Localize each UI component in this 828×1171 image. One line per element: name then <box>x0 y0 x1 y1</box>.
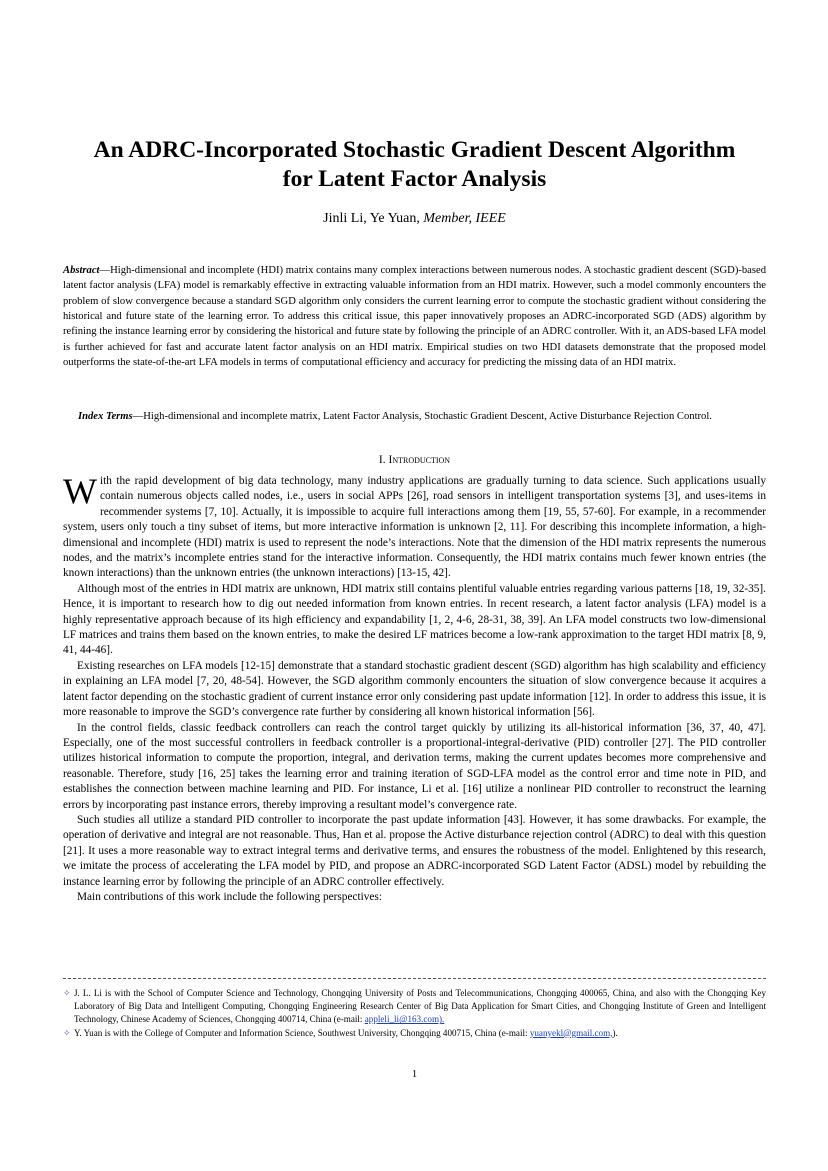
index-terms-text: —High-dimensional and incomplete matrix, Latent Factor Analysis, Stochastic Gradient Descent, Active Disturbance Rejection Control. <box>132 411 712 422</box>
diamond-bullet-icon: ✧ <box>63 988 71 998</box>
footnote: ✧ J. L. Li is with the School of Computer Science and Technology, Chongqing University of Posts and Telecommunications, Chongqing 400065, China, and also with the Chongqing Key Laboratory of Big Data and Intelligent Computing, Chongqing Engineering Research Center of Big Data Application for Smart Cities, and Chongqing Institute of Green and Intelligent Technology, Chinese Academy of Sciences, Chongqing 400714, China (e-mail: appleli_li@163.com). <box>63 988 766 1025</box>
paragraph: Existing researches on LFA models [12-15] demonstrate that a standard stochastic gradient descent (SGD) algorithm has high scalability and efficiency in explaining an LFA model [7, 20, 48-54]. However, the SGD algorithm commonly encounters the situation of slow convergence because it acquires a latent factor depending on the stochastic gradient of current instance error only considering past update information [12]. In order to address this issue, it is more reasonable to improve the SGD’s convergence rate further by considering all known historical information [56]. <box>63 659 766 719</box>
index-terms <box>63 409 766 424</box>
footnote: ✧ Y. Yuan is with the College of Computer and Information Science, Southwest University, Chongqing 400715, China (e-mail: yuanyekl@gmail.com,). <box>63 1027 766 1040</box>
diamond-bullet-icon: ✧ <box>63 1027 71 1038</box>
author-names: Jinli Li, Ye Yuan, <box>323 211 424 226</box>
email-link[interactable]: appleli_li@163.com). <box>364 1014 445 1025</box>
title-line-1: An ADRC-Incorporated Stochastic Gradient Descent Algorithm <box>93 137 736 163</box>
index-terms-label: Index Terms <box>78 411 133 422</box>
drop-cap: W <box>63 471 97 511</box>
paragraph: Although most of the entries in HDI matrix are unknown, HDI matrix still contains plentiful valuable entries regarding various patterns [18, 19, 32-35]. Hence, it is important to research how to dig out needed information from known entries. In recent research, a latent factor analysis (LFA) model is a highly representative approach because of its high efficiency and expandability [1, 2, 4-6, 28-31, 38, 39]. An LFA model constructs two low-dimensional LF matrices and trains them based on the known entries, to make the desired LF matrices become a low-rank approximation to the target HDI matrix [8, 9, 41, 44-46]. <box>63 582 766 657</box>
footnotes <box>63 987 766 1040</box>
abstract <box>63 263 766 370</box>
section-title: Introduction <box>388 454 451 466</box>
paragraph: In the control fields, classic feedback controllers can reach the control target quickly by utilizing its all-historical information [36, 37, 40, 47]. Especially, one of the most successful controllers in feedback controller is a proportional-integral-derivative (PID) controller [27]. The PID controller utilizes historical information to compute the proportion, integral, and derivation terms, making the current updates becomes more comprehensive and reasonable. Therefore, study [16, 25] takes the learning error and training iteration of SGD-LFA model as the control error and time note in PID, and establishes the connection between machine learning and PID. For instance, Li et al. [16] utilize a nonlinear PID controller to reconstruct the learning errors by incorporating past instance errors, thereby improving a resultant model’s convergence rate. <box>63 721 766 811</box>
paper-title <box>63 136 766 194</box>
author-line <box>63 210 766 228</box>
section-heading <box>63 453 766 468</box>
author-membership: Member, IEEE <box>423 211 506 226</box>
page-number: 1 <box>411 1069 418 1080</box>
paragraph: With the rapid development of big data technology, many industry applications are gradually turning to data science. Such applications usually contain numerous objects called nodes, i.e., users in social APPs [26], road sensors in intelligent transportation systems [3], and uses-items in recommender systems [7, 10]. Actually, it is impossible to acquire full interactions among them [19, 55, 57-60]. For example, in a recommender system, users only touch a tiny subset of items, but more interactive information is unknown [2, 11]. For describing this incomplete information, a high-dimensional and incomplete (HDI) matrix is used to represent the node’s interactions. Note that the dimension of the HDI matrix represents the numerous nodes, and the matrix’s incomplete entries stand for the interactive information. Consequently, the HDI matrix contains much fewer known entries (the known interactions) than the unknown entries (the unknown interactions) [13-15, 42]. <box>63 471 766 580</box>
paragraph: Such studies all utilize a standard PID controller to incorporate the past update information [43]. However, it has some drawbacks. For example, the operation of derivative and integral are not reasonable. Thus, Han et al. propose the Active disturbance rejection control (ADRC) to deal with this question [21]. It uses a more reasonable way to extract integral terms and derivative terms, and ensures the robustness of the model. Enlightened by this research, we imitate the process of accelerating the LFA model by PID, and propose an ADRC-incorporated SGD Latent Factor (ADSL) model by rebuilding the instance learning error by following the principle of an ADRC controller effectively. <box>63 813 766 888</box>
body-text <box>63 471 766 905</box>
abstract-label: Abstract <box>63 265 100 276</box>
title-line-2: for Latent Factor Analysis <box>282 166 547 192</box>
paragraph: Main contributions of this work include the following perspectives: <box>77 890 382 903</box>
paper-page <box>63 0 766 1171</box>
section-number: I. <box>378 454 389 466</box>
footnote-divider <box>63 978 766 979</box>
abstract-text: —High-dimensional and incomplete (HDI) matrix contains many complex interactions between numerous nodes. A stochastic gradient descent (SGD)-based latent factor analysis (LFA) model is remarkably effective in extracting valuable information from an HDI matrix. However, such a model commonly encounters the problem of slow convergence because a standard SGD algorithm only considers the current learning error to compute the stochastic gradient without considering the historical and future state of the learning error. To address this critical issue, this paper innovatively proposes an ADRC-incorporated SGD (ADS) algorithm by refining the instance learning error by considering the historical and future state by following the principle of an ADRC controller. With it, an ADS-based LFA model is further achieved for fast and accurate latent factor analysis on an HDI matrix. Empirical studies on two HDI datasets demonstrate that the proposed model outperforms the state-of-the-art LFA models in terms of computational efficiency and accuracy for predicting the missing data of an HDI matrix. <box>63 265 766 369</box>
email-link[interactable]: yuanyekl@gmail.com, <box>529 1027 613 1038</box>
